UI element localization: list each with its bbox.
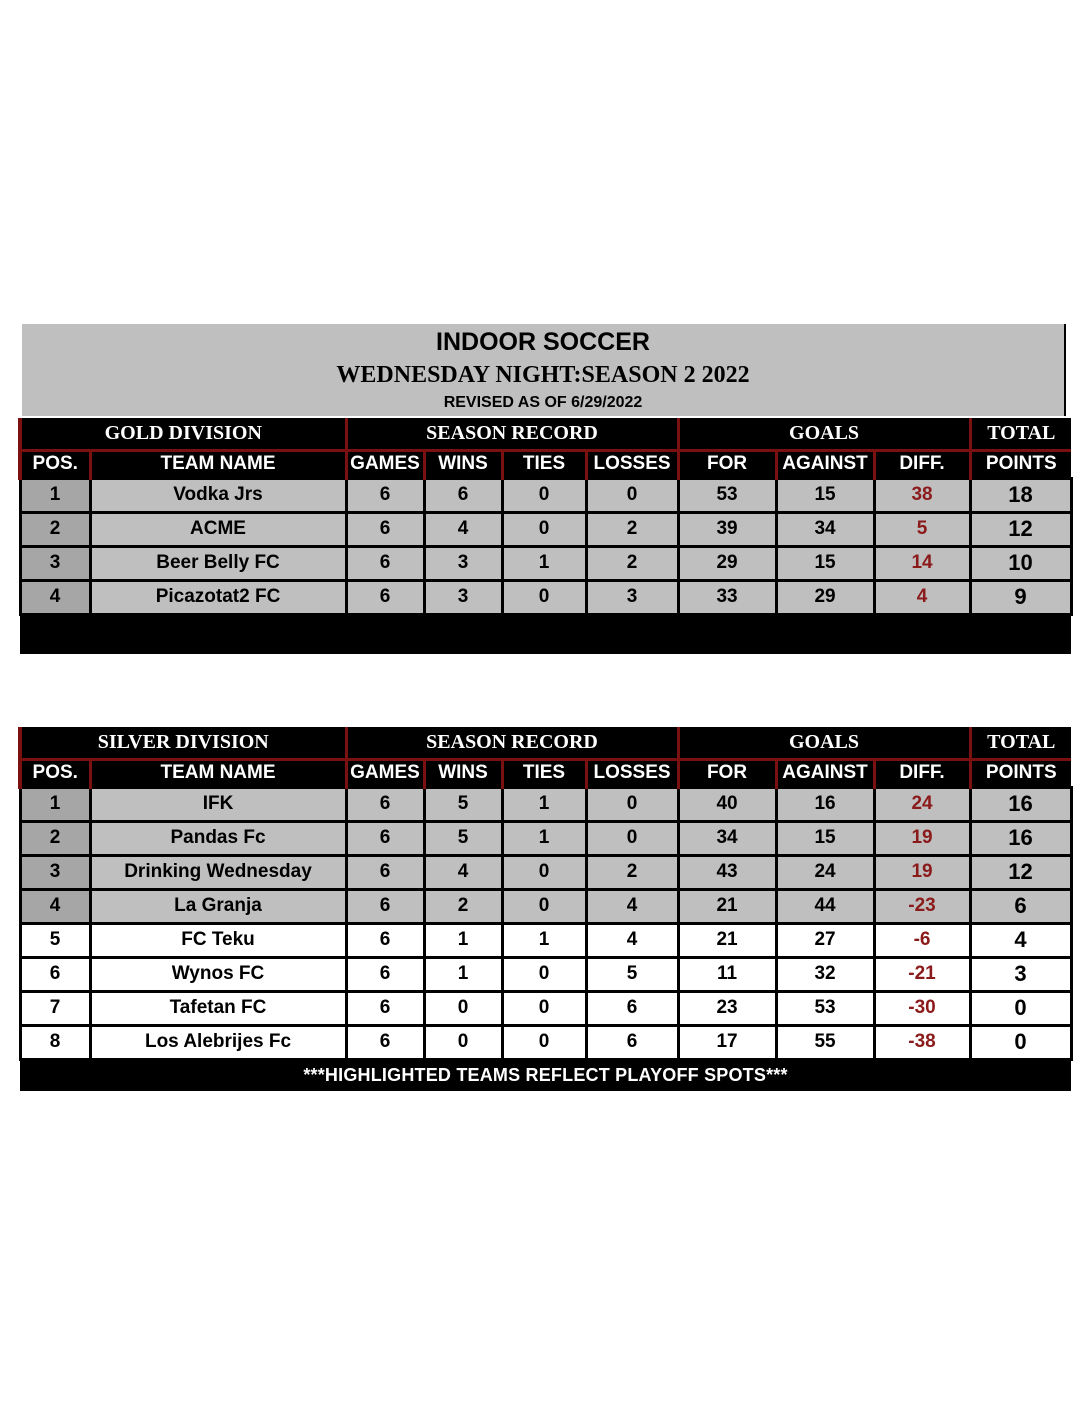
col-losses: LOSSES (586, 759, 678, 787)
pos-cell: 4 (20, 889, 90, 923)
ties-cell: 0 (502, 855, 586, 889)
points-cell: 0 (970, 1025, 1071, 1059)
points-cell: 9 (970, 580, 1071, 614)
goals-against-cell: 44 (776, 889, 874, 923)
team-name-cell: Tafetan FC (90, 991, 346, 1025)
pos-cell: 4 (20, 580, 90, 614)
wins-cell: 4 (424, 512, 502, 546)
gold-standings-body (20, 478, 1071, 614)
team-name-cell: Picazotat2 FC (90, 580, 346, 614)
table-row (20, 1025, 1071, 1059)
table-row (20, 512, 1071, 546)
team-name-cell: IFK (90, 787, 346, 821)
team-name-cell: Vodka Jrs (90, 478, 346, 512)
col-losses: LOSSES (586, 450, 678, 478)
games-cell: 6 (346, 546, 424, 580)
games-cell: 6 (346, 821, 424, 855)
losses-cell: 2 (586, 512, 678, 546)
goals-group: GOALS (678, 727, 970, 759)
points-cell: 0 (970, 991, 1071, 1025)
wins-cell: 5 (424, 787, 502, 821)
table-row (20, 923, 1071, 957)
goal-diff-cell: 38 (874, 478, 970, 512)
table-footer-bar (20, 614, 1071, 654)
pos-cell: 1 (20, 787, 90, 821)
ties-cell: 0 (502, 957, 586, 991)
pos-cell: 1 (20, 478, 90, 512)
losses-cell: 6 (586, 1025, 678, 1059)
season-record-group: SEASON RECORD (346, 727, 678, 759)
gold-division-table (18, 418, 1073, 654)
wins-cell: 3 (424, 580, 502, 614)
division-title: GOLD DIVISION (20, 418, 346, 450)
losses-cell: 6 (586, 991, 678, 1025)
pos-cell: 6 (20, 957, 90, 991)
goals-against-cell: 55 (776, 1025, 874, 1059)
playoff-note: ***HIGHLIGHTED TEAMS REFLECT PLAYOFF SPOTS*** (20, 1059, 1071, 1091)
goals-for-cell: 29 (678, 546, 776, 580)
wins-cell: 2 (424, 889, 502, 923)
ties-cell: 1 (502, 923, 586, 957)
col-diff: DIFF. (874, 450, 970, 478)
goals-against-cell: 27 (776, 923, 874, 957)
goals-against-cell: 24 (776, 855, 874, 889)
goal-diff-cell: -38 (874, 1025, 970, 1059)
losses-cell: 4 (586, 889, 678, 923)
silver-standings-body (20, 787, 1071, 1059)
wins-cell: 1 (424, 957, 502, 991)
table-row (20, 957, 1071, 991)
ties-cell: 0 (502, 512, 586, 546)
pos-cell: 5 (20, 923, 90, 957)
wins-cell: 3 (424, 546, 502, 580)
wins-cell: 0 (424, 991, 502, 1025)
table-row (20, 889, 1071, 923)
games-cell: 6 (346, 991, 424, 1025)
losses-cell: 0 (586, 787, 678, 821)
wins-cell: 1 (424, 923, 502, 957)
pos-cell: 3 (20, 546, 90, 580)
table-row (20, 580, 1071, 614)
wins-cell: 4 (424, 855, 502, 889)
losses-cell: 2 (586, 546, 678, 580)
table-row (20, 787, 1071, 821)
pos-cell: 8 (20, 1025, 90, 1059)
losses-cell: 0 (586, 821, 678, 855)
points-cell: 18 (970, 478, 1071, 512)
team-name-cell: Pandas Fc (90, 821, 346, 855)
standings-header (22, 324, 1066, 416)
points-cell: 10 (970, 546, 1071, 580)
goals-against-cell: 16 (776, 787, 874, 821)
ties-cell: 1 (502, 787, 586, 821)
points-cell: 4 (970, 923, 1071, 957)
col-games: GAMES (346, 450, 424, 478)
goal-diff-cell: 4 (874, 580, 970, 614)
losses-cell: 4 (586, 923, 678, 957)
goals-for-cell: 17 (678, 1025, 776, 1059)
games-cell: 6 (346, 923, 424, 957)
col-pos: POS. (20, 450, 90, 478)
total-group: TOTAL (970, 418, 1071, 450)
points-cell: 3 (970, 957, 1071, 991)
goal-diff-cell: -21 (874, 957, 970, 991)
goal-diff-cell: 24 (874, 787, 970, 821)
table-row (20, 991, 1071, 1025)
goals-against-cell: 15 (776, 821, 874, 855)
goals-for-cell: 53 (678, 478, 776, 512)
col-for: FOR (678, 450, 776, 478)
col-pos: POS. (20, 759, 90, 787)
games-cell: 6 (346, 889, 424, 923)
ties-cell: 1 (502, 821, 586, 855)
pos-cell: 2 (20, 512, 90, 546)
goals-against-cell: 53 (776, 991, 874, 1025)
goals-for-cell: 43 (678, 855, 776, 889)
table-row (20, 855, 1071, 889)
goal-diff-cell: -6 (874, 923, 970, 957)
pos-cell: 3 (20, 855, 90, 889)
ties-cell: 0 (502, 1025, 586, 1059)
division-title: SILVER DIVISION (20, 727, 346, 759)
col-ties: TIES (502, 759, 586, 787)
col-against: AGAINST (776, 450, 874, 478)
games-cell: 6 (346, 855, 424, 889)
revised-date: REVISED AS OF 6/29/2022 (443, 394, 643, 411)
col-against: AGAINST (776, 759, 874, 787)
table-row (20, 478, 1071, 512)
pos-cell: 7 (20, 991, 90, 1025)
losses-cell: 5 (586, 957, 678, 991)
team-name-cell: ACME (90, 512, 346, 546)
points-cell: 12 (970, 512, 1071, 546)
silver-division-table (18, 727, 1073, 1091)
points-cell: 16 (970, 787, 1071, 821)
games-cell: 6 (346, 957, 424, 991)
goal-diff-cell: 5 (874, 512, 970, 546)
goals-for-cell: 34 (678, 821, 776, 855)
wins-cell: 5 (424, 821, 502, 855)
goal-diff-cell: 19 (874, 821, 970, 855)
games-cell: 6 (346, 1025, 424, 1059)
team-name-cell: Drinking Wednesday (90, 855, 346, 889)
col-games: GAMES (346, 759, 424, 787)
games-cell: 6 (346, 478, 424, 512)
goal-diff-cell: -30 (874, 991, 970, 1025)
playoff-note-row (20, 1059, 1071, 1091)
goals-against-cell: 29 (776, 580, 874, 614)
team-name-cell: FC Teku (90, 923, 346, 957)
points-cell: 6 (970, 889, 1071, 923)
total-group: TOTAL (970, 727, 1071, 759)
games-cell: 6 (346, 512, 424, 546)
pos-cell: 2 (20, 821, 90, 855)
season-record-group: SEASON RECORD (346, 418, 678, 450)
col-points: POINTS (970, 759, 1071, 787)
goal-diff-cell: 19 (874, 855, 970, 889)
ties-cell: 0 (502, 889, 586, 923)
ties-cell: 0 (502, 580, 586, 614)
goal-diff-cell: 14 (874, 546, 970, 580)
column-header-row (20, 759, 1071, 787)
goals-for-cell: 33 (678, 580, 776, 614)
games-cell: 6 (346, 580, 424, 614)
group-header-row (20, 418, 1071, 450)
page-subtitle: WEDNESDAY NIGHT:SEASON 2 2022 (336, 362, 750, 388)
goals-group: GOALS (678, 418, 970, 450)
ties-cell: 1 (502, 546, 586, 580)
table-row (20, 546, 1071, 580)
goals-for-cell: 21 (678, 923, 776, 957)
losses-cell: 2 (586, 855, 678, 889)
team-name-cell: La Granja (90, 889, 346, 923)
games-cell: 6 (346, 787, 424, 821)
losses-cell: 0 (586, 478, 678, 512)
goals-against-cell: 32 (776, 957, 874, 991)
col-points: POINTS (970, 450, 1071, 478)
team-name-cell: Los Alebrijes Fc (90, 1025, 346, 1059)
goals-against-cell: 15 (776, 546, 874, 580)
goals-against-cell: 34 (776, 512, 874, 546)
col-wins: WINS (424, 759, 502, 787)
col-team-name: TEAM NAME (90, 759, 346, 787)
col-ties: TIES (502, 450, 586, 478)
col-wins: WINS (424, 450, 502, 478)
points-cell: 16 (970, 821, 1071, 855)
team-name-cell: Beer Belly FC (90, 546, 346, 580)
table-row (20, 821, 1071, 855)
group-header-row (20, 727, 1071, 759)
ties-cell: 0 (502, 478, 586, 512)
column-header-row (20, 450, 1071, 478)
goals-for-cell: 39 (678, 512, 776, 546)
losses-cell: 3 (586, 580, 678, 614)
goals-for-cell: 40 (678, 787, 776, 821)
col-diff: DIFF. (874, 759, 970, 787)
goals-for-cell: 21 (678, 889, 776, 923)
goals-against-cell: 15 (776, 478, 874, 512)
goals-for-cell: 23 (678, 991, 776, 1025)
wins-cell: 6 (424, 478, 502, 512)
ties-cell: 0 (502, 991, 586, 1025)
points-cell: 12 (970, 855, 1071, 889)
col-for: FOR (678, 759, 776, 787)
team-name-cell: Wynos FC (90, 957, 346, 991)
goal-diff-cell: -23 (874, 889, 970, 923)
goals-for-cell: 11 (678, 957, 776, 991)
wins-cell: 0 (424, 1025, 502, 1059)
col-team-name: TEAM NAME (90, 450, 346, 478)
page-title: INDOOR SOCCER (436, 328, 650, 356)
